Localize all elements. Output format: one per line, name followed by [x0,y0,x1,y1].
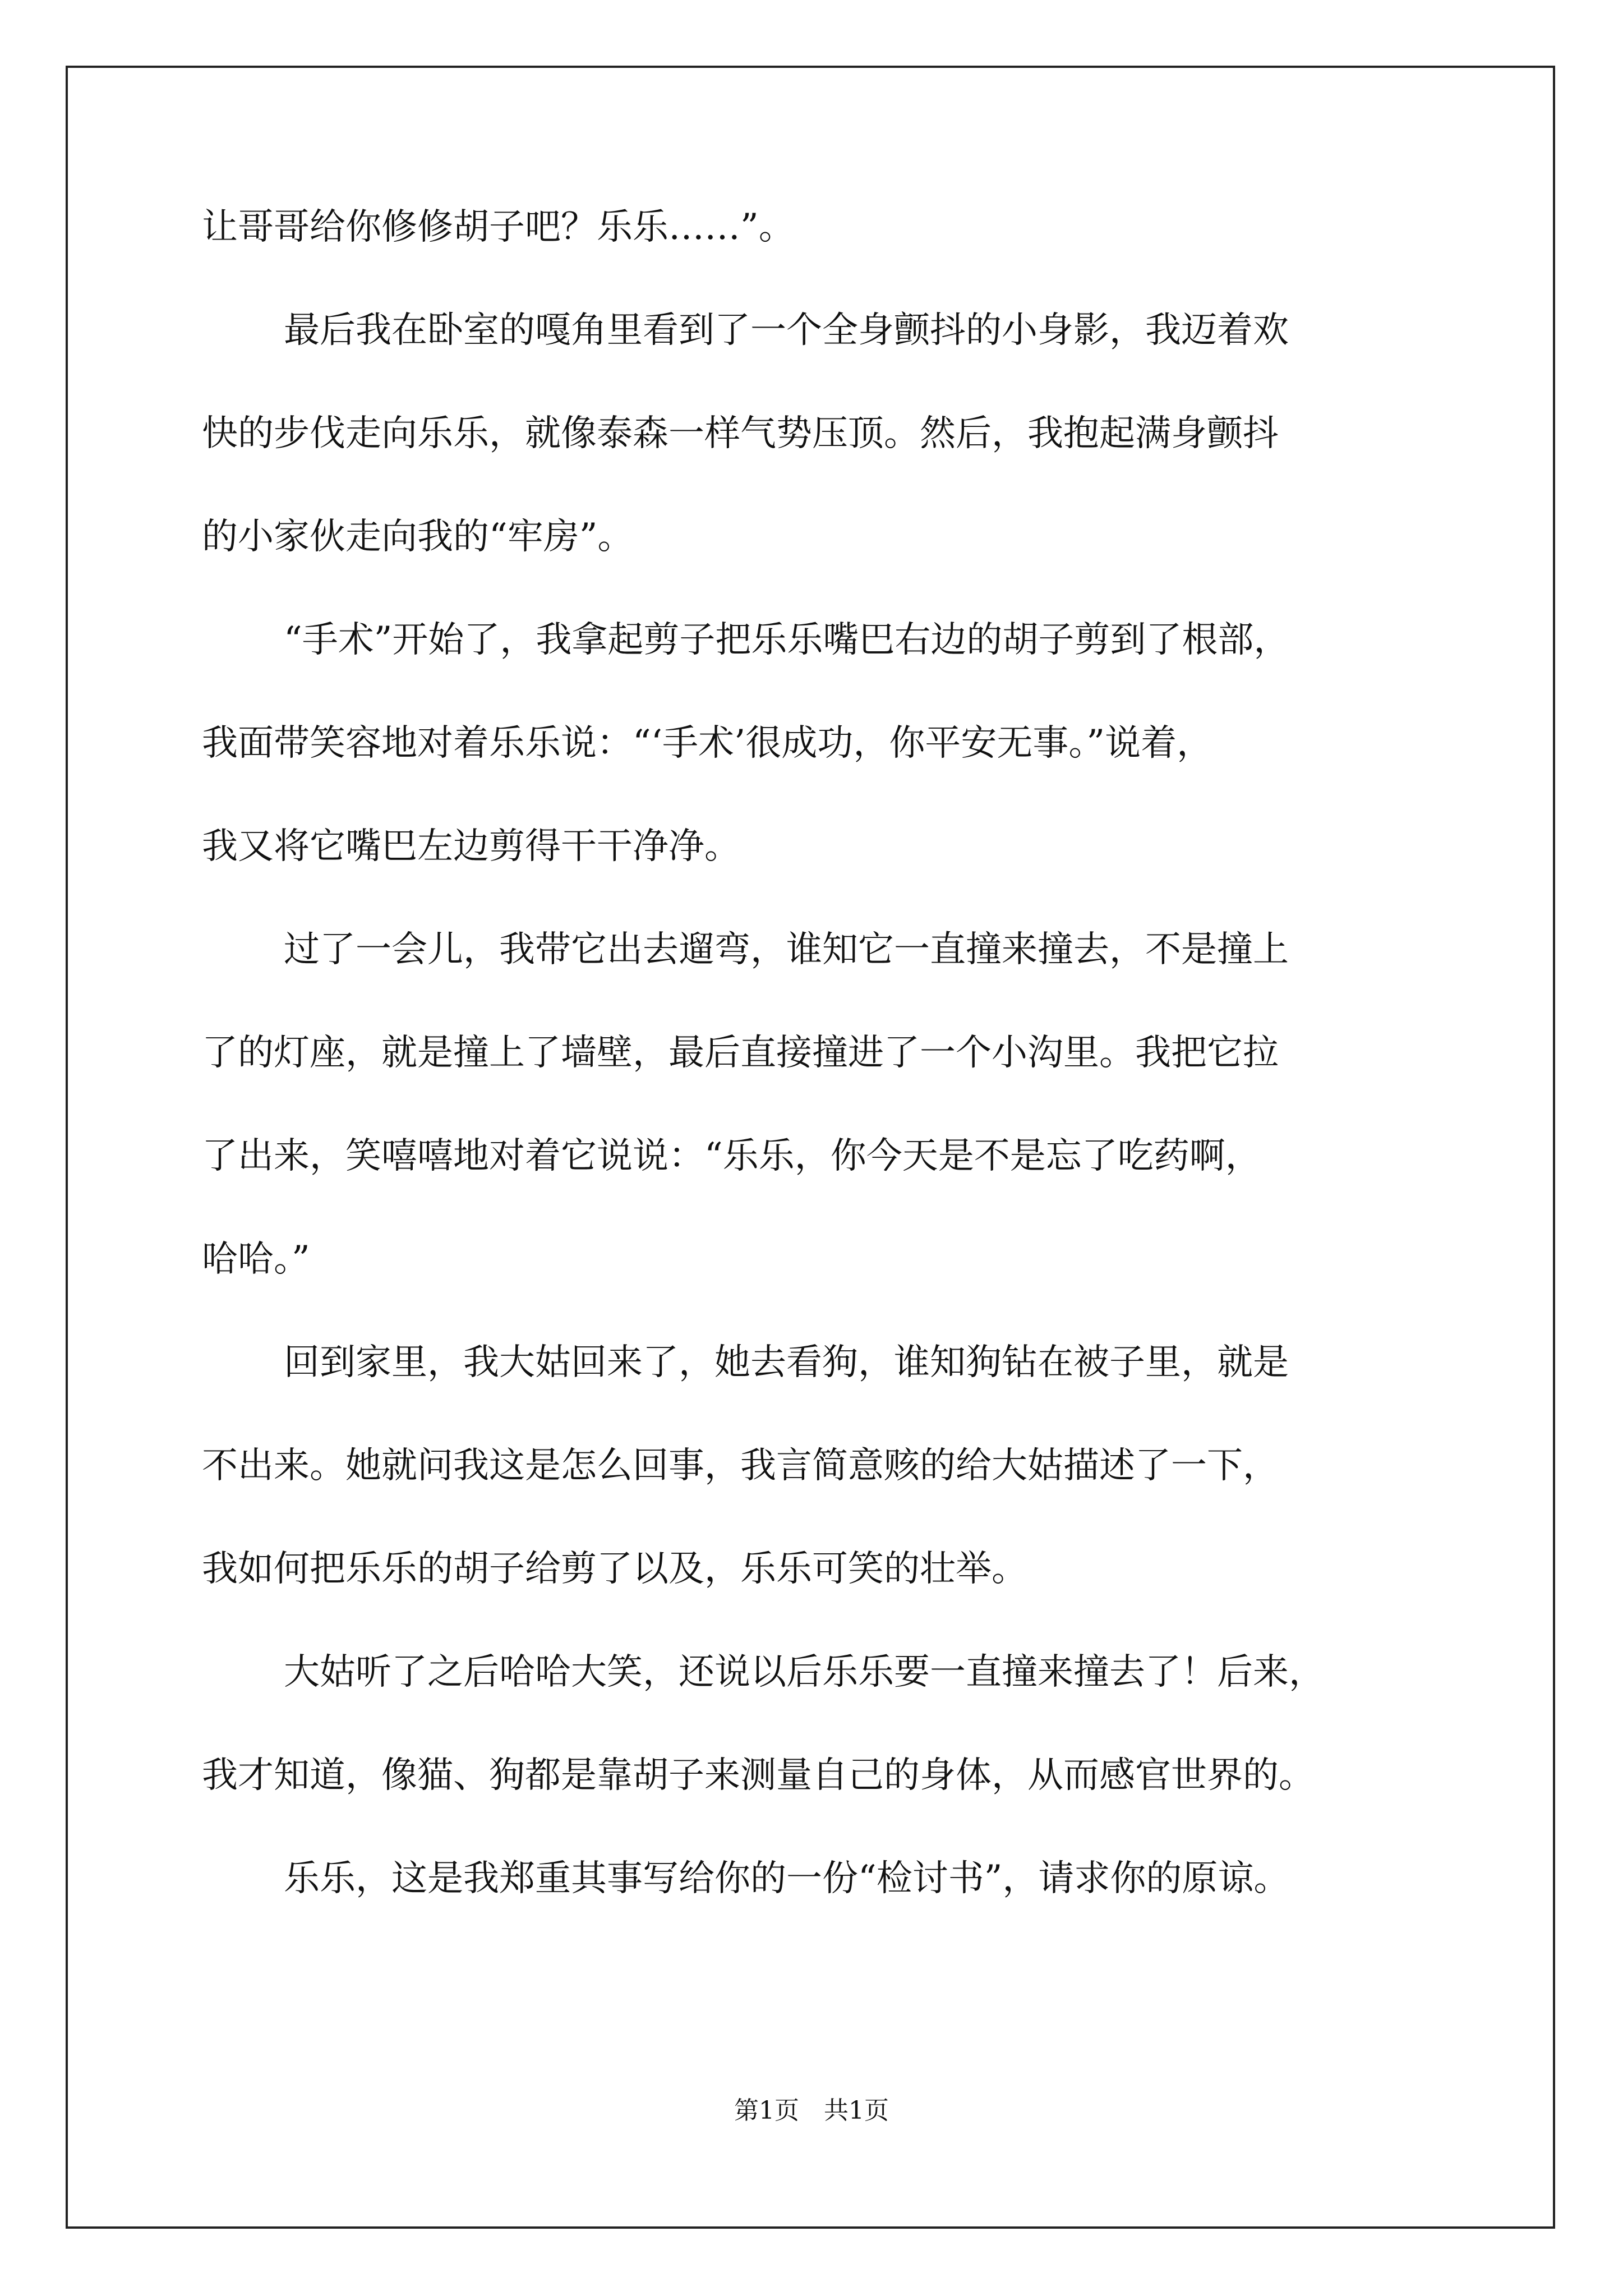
text-line: 不出来。她就问我这是怎么回事，我言简意赅的给大姑描述了一下， [202,1445,1279,1487]
text-line: 了出来，笑嘻嘻地对着它说说：“乐乐，你今天是不是忘了吃药啊， [202,1135,1261,1177]
text-line: “手术”开始了，我拿起剪子把乐乐嘴巴右边的胡子剪到了根部， [284,619,1290,661]
text-line: 快的步伐走向乐乐，就像泰森一样气势压顶。然后，我抱起满身颤抖 [202,413,1279,454]
text-line: 了的灯座，就是撞上了墙壁，最后直接撞进了一个小沟里。我把它拉 [202,1032,1279,1074]
text-line: 最后我在卧室的嘎角里看到了一个全身颤抖的小身影，我迈着欢 [284,310,1289,351]
text-line: 的小家伙走向我的“牢房”。 [202,516,634,558]
page-number-footer: 第1页 共1页 [734,2096,889,2125]
text-line: 我才知道，像猫、狗都是靠胡子来测量自己的身体，从而感官世界的。 [202,1755,1315,1796]
text-line: 大姑听了之后哈哈大笑，还说以后乐乐要一直撞来撞去了！后来， [284,1651,1325,1693]
text-line: 乐乐，这是我郑重其事写给你的一份“检讨书”，请求你的原谅。 [284,1858,1290,1899]
document-body [202,205,1436,1959]
text-line: 我面带笑容地对着乐乐说：“‘手术’很成功，你平安无事。”说着， [202,723,1213,764]
text-line: 哈哈。” [202,1239,310,1280]
text-line: 回到家里，我大姑回来了，她去看狗，谁知狗钻在被子里，就是 [284,1342,1289,1383]
text-line: 让哥哥给你修修胡子吧？乐乐……”。 [202,206,795,248]
text-line: 过了一会儿，我带它出去遛弯，谁知它一直撞来撞去，不是撞上 [284,929,1289,970]
text-line: 我如何把乐乐的胡子给剪了以及，乐乐可笑的壮举。 [202,1548,1027,1590]
text-line: 我又将它嘴巴左边剪得干干净净。 [202,826,740,867]
